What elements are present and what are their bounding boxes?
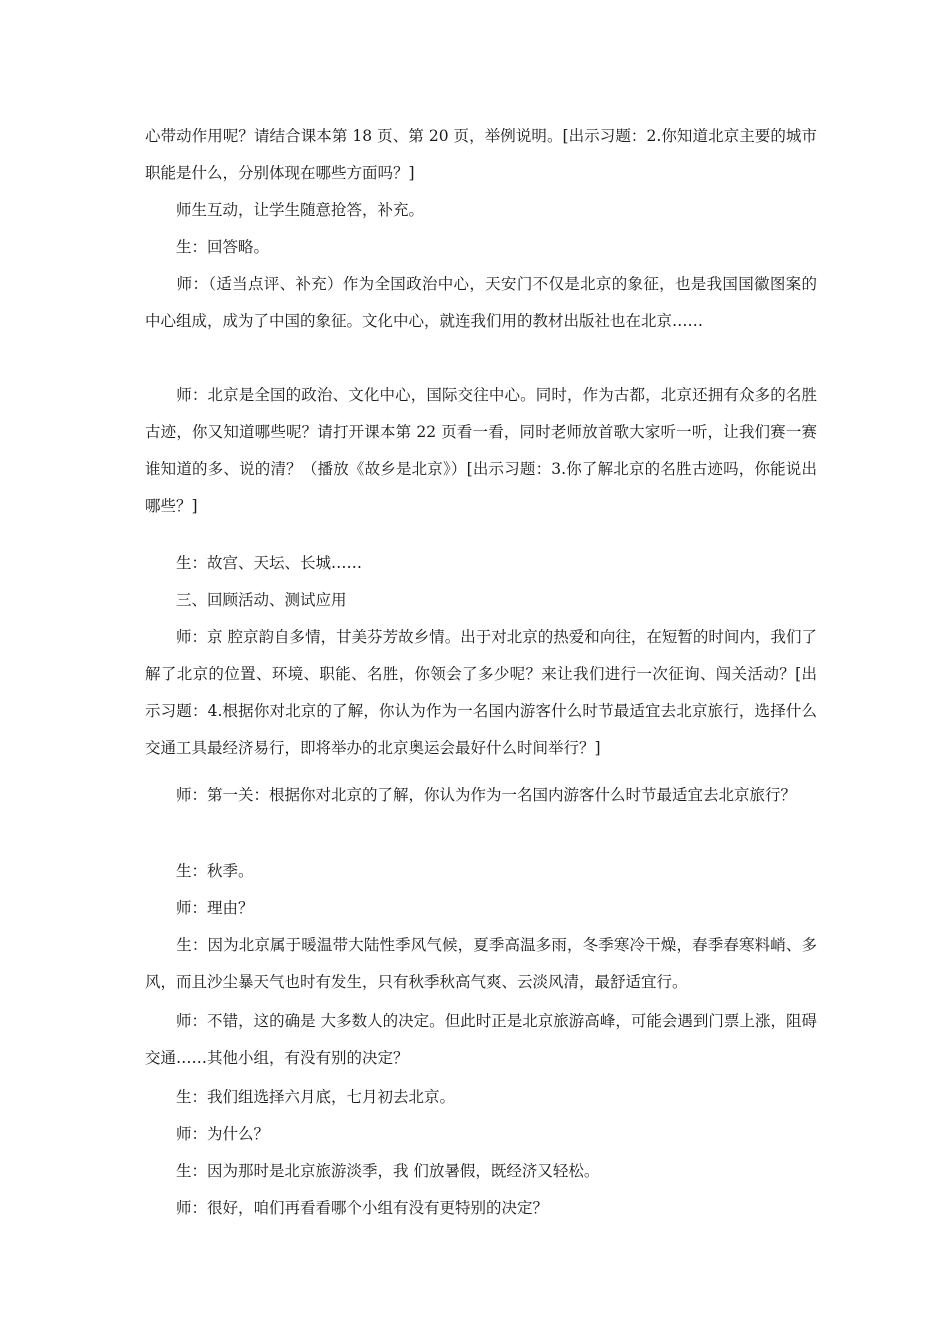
paragraph-15: 师：为什么？ [145,1125,270,1143]
paragraph-3: 生：回答略。 [145,238,270,256]
paragraph-9: 师：第一关：根据你对北京的了解，你认为作为一名国内游客什么时节最适宜去北京旅行？ [145,786,797,804]
paragraph-14: 生：我们组选择六月底，七月初去北京。 [145,1088,456,1106]
paragraph-4: 师：（适当点评、补充）作为全国政治中心，天安门不仅是北京的象征，也是我国国徽图案的中心组成，成为了中国的象征。文化中心，就连我们用的教材出版社也在北京…… [145,275,817,330]
paragraph-6: 生：故宫、天坛、长城…… [145,554,363,572]
paragraph-16: 生：因为那时是北京旅游淡季，我 们放暑假，既经济又轻松。 [145,1162,600,1180]
paragraph-10: 生：秋季。 [145,862,254,880]
paragraph-1: 心带动作用呢？请结合课本第 18 页、第 20 页，举例说明。[出示习题：2.你知道北京主要的城市职能是什么，分别体现在哪些方面吗？] [145,127,817,182]
paragraph-17: 师：很好，咱们再看看哪个小组有没有更特别的决定？ [145,1199,549,1217]
paragraph-5: 师：北京是全国的政治、文化中心，国际交往中心。同时，作为古都，北京还拥有众多的名胜古迹，你又知道哪些呢？请打开课本第 22 页看一看，同时老师放首歌大家听一听，让我们赛一赛谁知道的多、说的清？（播放《故乡是北京》）[出示习题：3.你了解北京的名胜古迹吗，你能说出哪些？] [145,386,817,515]
section-heading: 三、回顾活动、测试应用 [145,591,347,609]
paragraph-12: 生：因为北京属于暖温带大陆性季风气候，夏季高温多雨，冬季寒冷干燥，春季春寒料峭、多风，而且沙尘暴天气也时有发生，只有秋季秋高气爽、云淡风清，最舒适宜行。 [145,936,817,991]
paragraph-11: 师：理由？ [145,899,254,917]
paragraph-2: 师生互动，让学生随意抢答，补充。 [145,201,425,219]
paragraph-8: 师：京 腔京韵自多情，甘美芬芳故乡情。出于对北京的热爱和向往，在短暂的时间内，我们了解了北京的位置、环境、职能、名胜，你领会了多少呢？来让我们进行一次征询、闯关活动？[出示习题：4.根据你对北京的了解，你认为作为一名国内游客什么时节最适宜去北京旅行，选择什么交通工具最经济易行，即将举办的北京奥运会最好什么时间举行？] [145,628,817,757]
paragraph-13: 师：不错，这的确是 大多数人的决定。但此时正是北京旅游高峰，可能会遇到门票上涨，阻碍交通……其他小组，有没有别的决定？ [145,1012,817,1067]
